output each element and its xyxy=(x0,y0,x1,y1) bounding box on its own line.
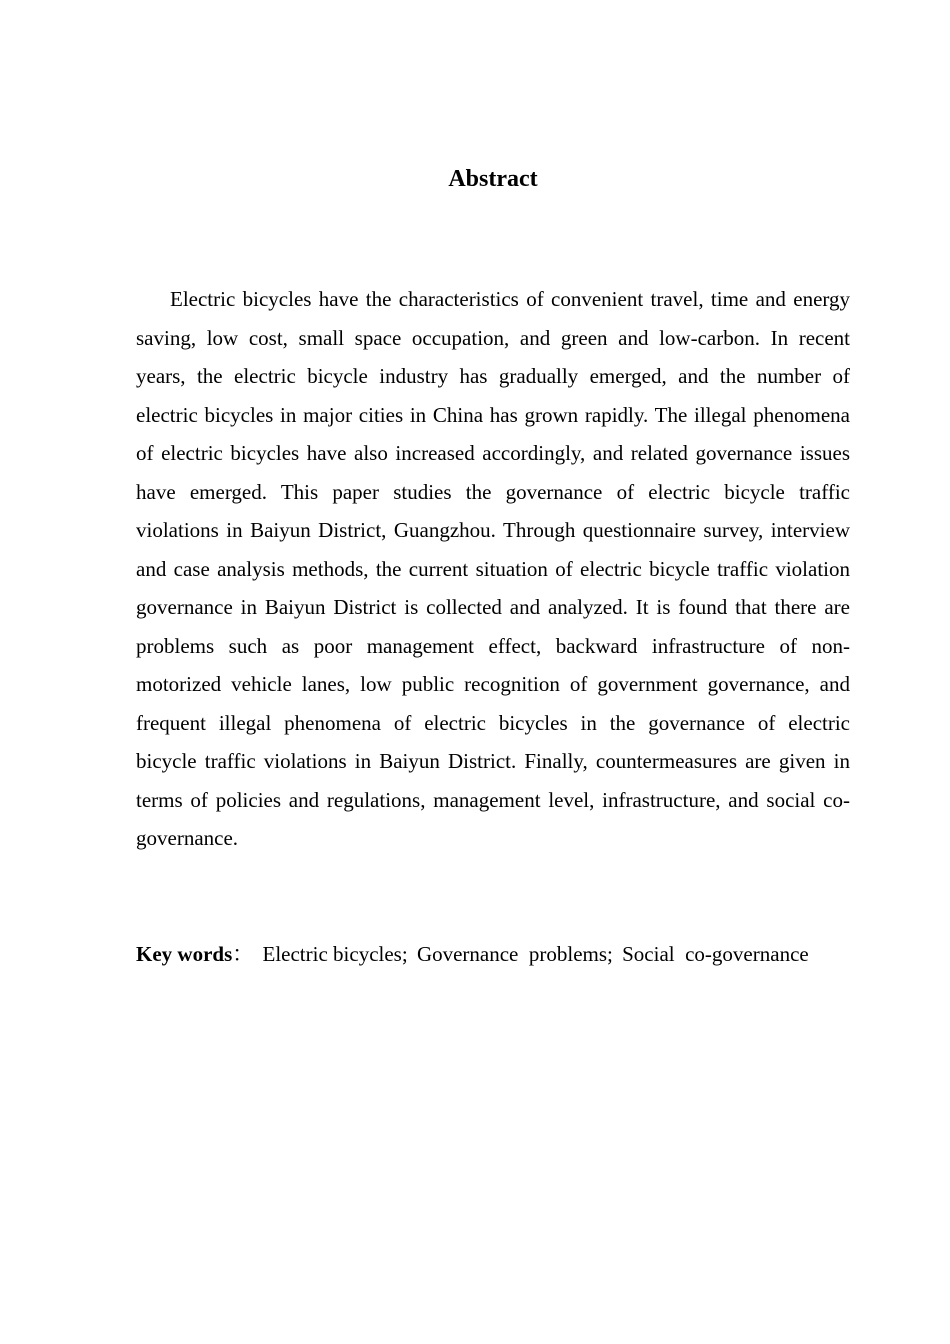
keyword-item: Electric bicycles; xyxy=(262,942,408,966)
keywords-separator: ： xyxy=(232,942,254,966)
abstract-body: Electric bicycles have the characteristics of convenient travel, time and energy saving, low cost, small space occupation, and green and low-carbon. In recent years, the electric bicycle industry has gradually emerged, and the number of electric bicycles in major cities in China has grown rapidly. The illegal phenomena of electric bicycles have also increased accordingly, and related governance issues have emerged. This paper studies the governance of electric bicycle traffic violations in Baiyun District, Guangzhou. Through questionnaire survey, interview and case analysis methods, the current situation of electric bicycle traffic violation governance in Baiyun District is collected and analyzed. It is found that there are problems such as poor management effect, backward infrastructure of non-motorized vehicle lanes, low public recognition of government governance, and frequent illegal phenomena of electric bicycles in the governance of electric bicycle traffic violations in Baiyun District. Finally, countermeasures are given in terms of policies and regulations, management level, infrastructure, and social co-governance. xyxy=(136,287,850,850)
keyword-item: Governance problems; xyxy=(416,942,613,966)
keywords-line xyxy=(136,937,896,971)
abstract-title: Abstract xyxy=(448,166,538,192)
keyword-item: Social co-governance xyxy=(622,942,809,966)
keywords-label: Key words xyxy=(136,942,233,966)
